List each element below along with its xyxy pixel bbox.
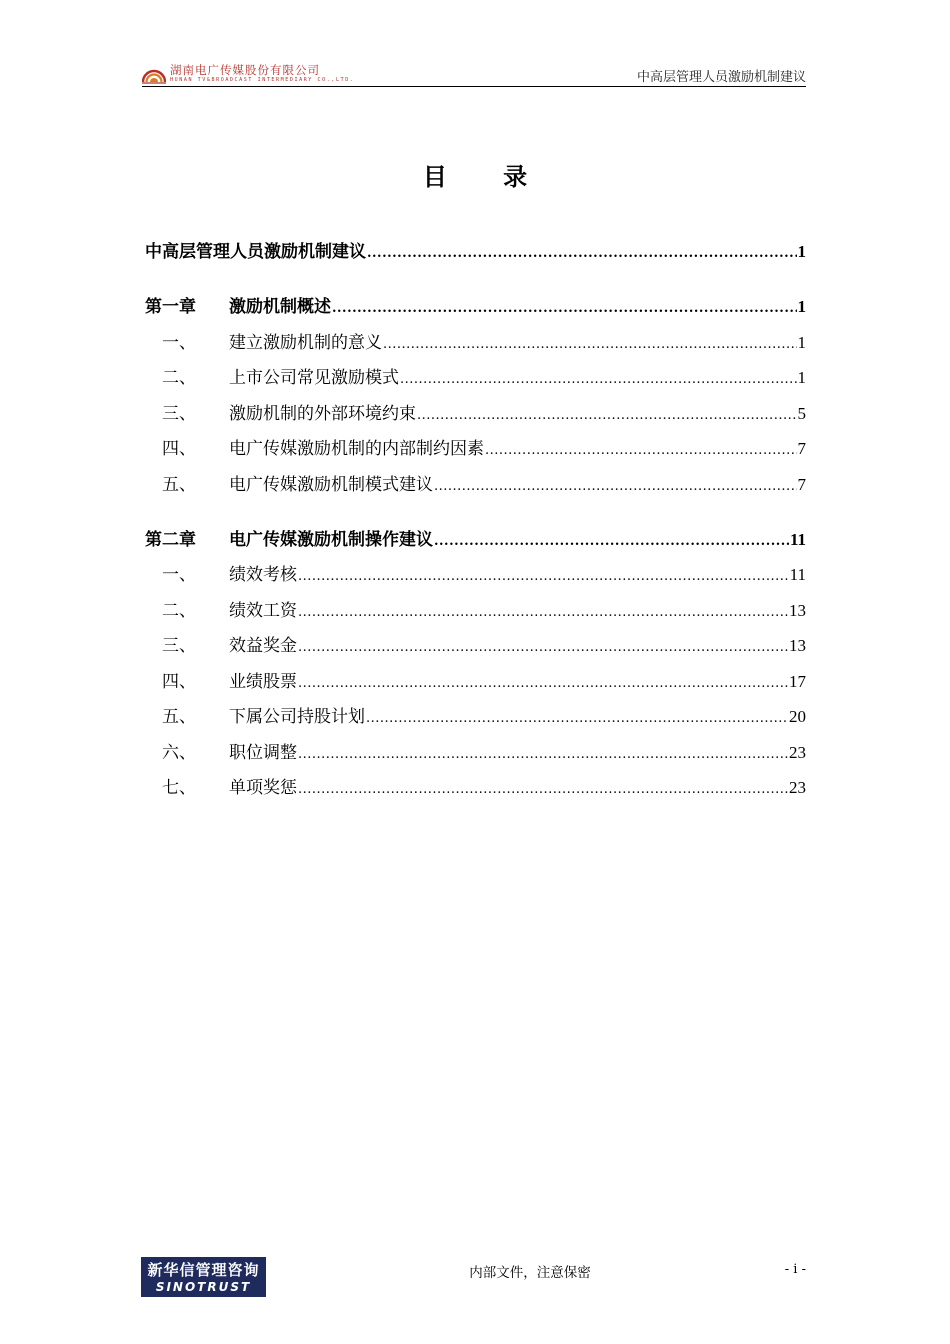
toc-entry-number: 五、 [162, 707, 196, 727]
toc-entry[interactable] [145, 331, 806, 355]
toc-entry-number: 一、 [162, 565, 196, 585]
toc-entry-number: 二、 [162, 368, 196, 388]
toc-entry-label: 业绩股票 [229, 672, 297, 692]
toc-entry-label: 单项奖惩 [229, 778, 297, 798]
toc-leader-dots [434, 475, 797, 499]
toc-leader-dots [485, 439, 797, 463]
sinotrust-logo-en: SINOTRUST [155, 1280, 252, 1294]
toc-entry-page: 7 [797, 475, 806, 494]
toc-entry-page: 7 [797, 439, 806, 458]
toc-entry-number: 三、 [162, 404, 196, 424]
page-number: - i - [784, 1262, 806, 1277]
toc-entry-page: 13 [789, 636, 806, 655]
toc-entry-label: 绩效工资 [229, 601, 297, 621]
toc-entry-page: 5 [797, 404, 806, 423]
toc-entry[interactable] [145, 741, 806, 765]
toc-entry-number: 五、 [162, 475, 196, 495]
company-name-cn: 湖南电广传媒股份有限公司 [170, 63, 320, 77]
toc-leader-dots [298, 672, 788, 696]
sunrise-logo-icon [142, 62, 166, 84]
toc-entry-page: 11 [789, 530, 806, 549]
toc-entry-number: 一、 [162, 333, 196, 353]
toc-entry-number: 第一章 [145, 297, 196, 317]
company-logo [142, 60, 355, 84]
toc-entry-label: 下属公司持股计划 [229, 707, 365, 727]
toc-entry-number: 七、 [162, 778, 196, 798]
toc-entry[interactable] [145, 402, 806, 426]
toc-entry[interactable] [145, 634, 806, 658]
toc-entry-number: 二、 [162, 601, 196, 621]
toc-entry-page: 23 [789, 778, 806, 797]
toc-leader-dots [400, 368, 797, 392]
toc-entry-label: 建立激励机制的意义 [229, 333, 382, 353]
toc-entry-label: 效益奖金 [229, 636, 297, 656]
toc-entry[interactable] [145, 437, 806, 461]
toc-leader-dots [298, 743, 788, 767]
toc-entry-label: 激励机制概述 [229, 297, 331, 317]
toc-entry-number: 第二章 [145, 530, 196, 550]
toc-entry[interactable] [145, 670, 806, 694]
toc-title: 目 录 [422, 163, 552, 191]
toc-leader-dots [383, 333, 797, 357]
sinotrust-logo-cn: 新华信管理咨询 [147, 1261, 260, 1279]
toc-entry[interactable] [145, 599, 806, 623]
toc-entry[interactable] [145, 528, 806, 552]
toc-leader-dots [366, 707, 788, 731]
toc-entry-label: 职位调整 [229, 743, 297, 763]
toc-entry[interactable] [145, 366, 806, 390]
page-header [142, 58, 806, 87]
toc-entry-label: 电广传媒激励机制的内部制约因素 [229, 439, 484, 459]
confidential-notice: 内部文件，注意保密 [469, 1265, 591, 1281]
toc-leader-dots [298, 636, 788, 660]
toc-leader-dots [367, 242, 797, 266]
toc-leader-dots [417, 404, 797, 428]
toc-entry-page: 17 [789, 672, 806, 691]
toc-entry-label: 中高层管理人员激励机制建议 [145, 242, 366, 262]
toc-leader-dots [298, 601, 788, 625]
toc-entry-page: 1 [797, 297, 806, 316]
toc-leader-dots [332, 297, 797, 321]
company-name-en: HUNAN TV&BROADCAST INTERMEDIARY CO.,LTD. [170, 77, 355, 83]
toc-leader-dots [434, 530, 789, 554]
toc-entry-page: 1 [797, 242, 806, 261]
toc-entry-page: 1 [797, 333, 806, 352]
toc-entry-page: 11 [789, 565, 806, 584]
toc-entry[interactable] [145, 240, 806, 264]
toc-entry-page: 13 [789, 601, 806, 620]
toc-entry-number: 三、 [162, 636, 196, 656]
toc-entry-label: 电广传媒激励机制模式建议 [229, 475, 433, 495]
toc-leader-dots [298, 778, 788, 802]
toc-entry-number: 六、 [162, 743, 196, 763]
toc-entry[interactable] [145, 776, 806, 800]
toc-entry-label: 激励机制的外部环境约束 [229, 404, 416, 424]
toc-entry[interactable] [145, 473, 806, 497]
toc-entry-number: 四、 [162, 439, 196, 459]
toc-entry[interactable] [145, 563, 806, 587]
toc-entry[interactable] [145, 295, 806, 319]
toc-entry-page: 20 [789, 707, 806, 726]
toc-entry-page: 1 [797, 368, 806, 387]
toc-leader-dots [298, 565, 789, 589]
toc-entry-label: 绩效考核 [229, 565, 297, 585]
document-header-title: 中高层管理人员激励机制建议 [636, 70, 806, 85]
toc-entry-number: 四、 [162, 672, 196, 692]
toc-entry-page: 23 [789, 743, 806, 762]
toc-entry-label: 电广传媒激励机制操作建议 [229, 530, 433, 550]
toc-entry[interactable] [145, 705, 806, 729]
toc-entry-label: 上市公司常见激励模式 [229, 368, 399, 388]
